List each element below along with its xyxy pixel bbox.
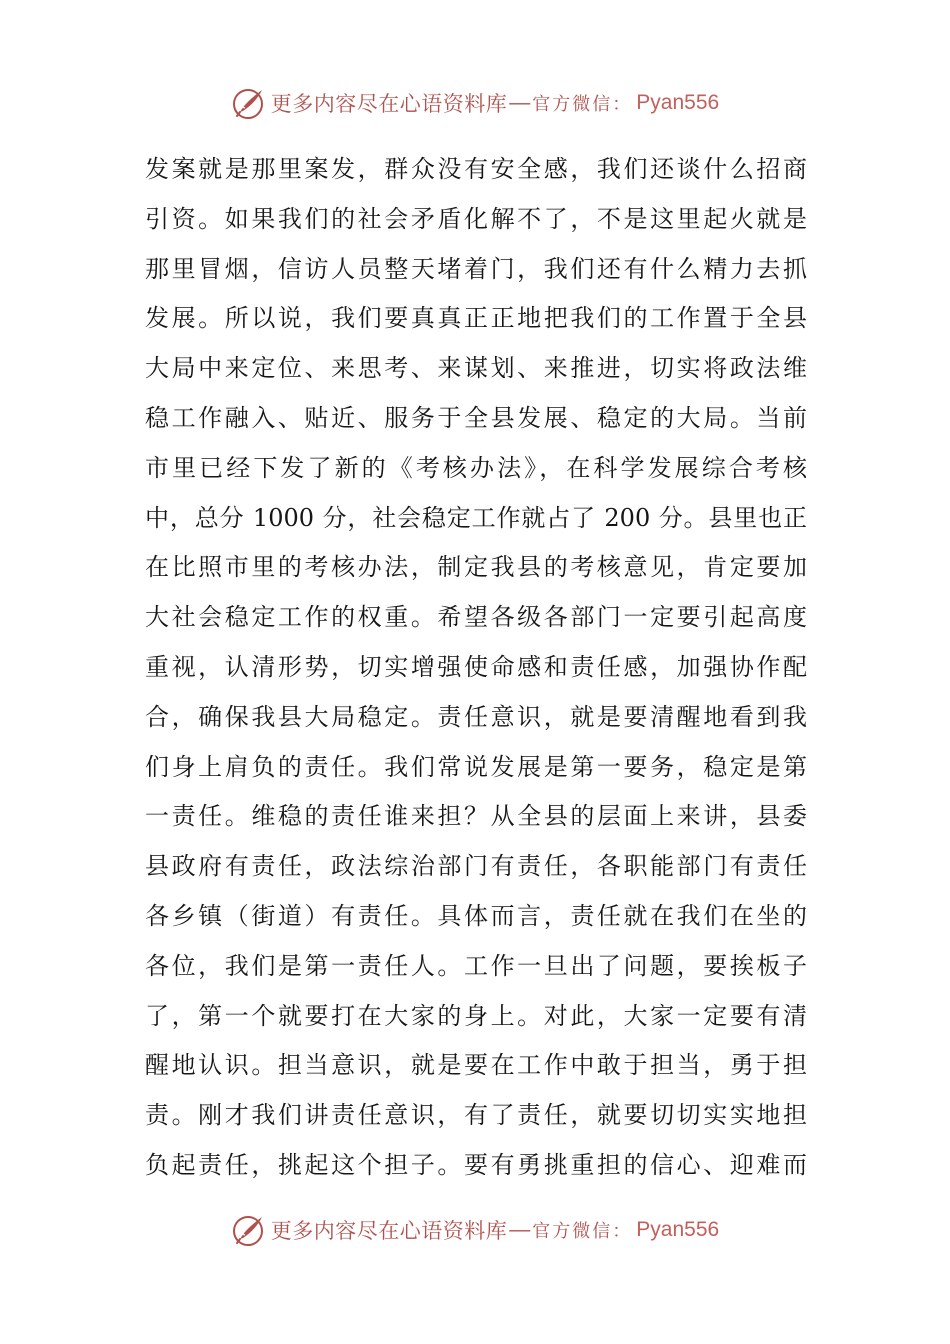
text-line: 发案就是那里案发，群众没有安全感，我们还谈什么招商 (145, 155, 807, 183)
text-line: 中，总分 1000 分，社会稳定工作就占了 200 分。县里也正 (145, 503, 807, 532)
banner-dash: — (509, 1218, 531, 1241)
wechat-id: Pyan556 (636, 1218, 720, 1241)
text-line: 负起责任，挑起这个担子。要有勇挑重担的信心、迎难而 (145, 1150, 807, 1179)
quill-logo-icon (231, 1212, 267, 1248)
brand-text: 更多内容尽在心语资料库 (270, 92, 508, 116)
document-body (145, 145, 807, 1191)
text-line: 了，第一个就要打在大家的身上。对此，大家一定要有清 (145, 1001, 807, 1030)
text-line: 一责任。维稳的责任谁来担？从全县的层面上来讲，县委 (145, 802, 807, 831)
footer-banner (0, 1210, 950, 1250)
brand-text: 更多内容尽在心语资料库 (270, 1219, 508, 1243)
text-line: 各乡镇（街道）有责任。具体而言，责任就在我们在坐的 (145, 901, 807, 930)
wechat-id: Pyan556 (636, 91, 720, 114)
text-line: 醒地认识。担当意识，就是要在工作中敢于担当，勇于担 (145, 1051, 807, 1080)
text-line: 那里冒烟，信访人员整天堵着门，我们还有什么精力去抓 (145, 254, 807, 283)
text-line: 稳工作融入、贴近、服务于全县发展、稳定的大局。当前 (145, 403, 807, 432)
text-line: 合，确保我县大局稳定。责任意识，就是要清醒地看到我 (145, 702, 807, 731)
header-banner (0, 83, 950, 123)
text-line: 在比照市里的考核办法，制定我县的考核意见，肯定要加 (145, 553, 807, 582)
text-line: 大社会稳定工作的权重。希望各级各部门一定要引起高度 (145, 603, 807, 632)
text-line: 大局中来定位、来思考、来谋划、来推进，切实将政法维 (145, 354, 807, 383)
wechat-label: 官方微信： (532, 94, 633, 115)
quill-logo-icon (231, 85, 267, 121)
text-line: 各位，我们是第一责任人。工作一旦出了问题，要挨板子 (145, 951, 807, 980)
text-line: 引资。如果我们的社会矛盾化解不了，不是这里起火就是 (145, 204, 807, 233)
banner-dash: — (509, 91, 531, 114)
text-line: 责。刚才我们讲责任意识，有了责任，就要切切实实地担 (145, 1101, 807, 1130)
wechat-label: 官方微信： (532, 1221, 633, 1242)
text-line: 县政府有责任，政法综治部门有责任，各职能部门有责任 (145, 852, 807, 881)
text-line: 市里已经下发了新的《考核办法》，在科学发展综合考核 (145, 453, 807, 482)
text-line: 们身上肩负的责任。我们常说发展是第一要务，稳定是第 (145, 752, 807, 781)
text-line: 发展。所以说，我们要真真正正地把我们的工作置于全县 (145, 304, 807, 333)
text-line: 重视，认清形势，切实增强使命感和责任感，加强协作配 (145, 652, 807, 681)
